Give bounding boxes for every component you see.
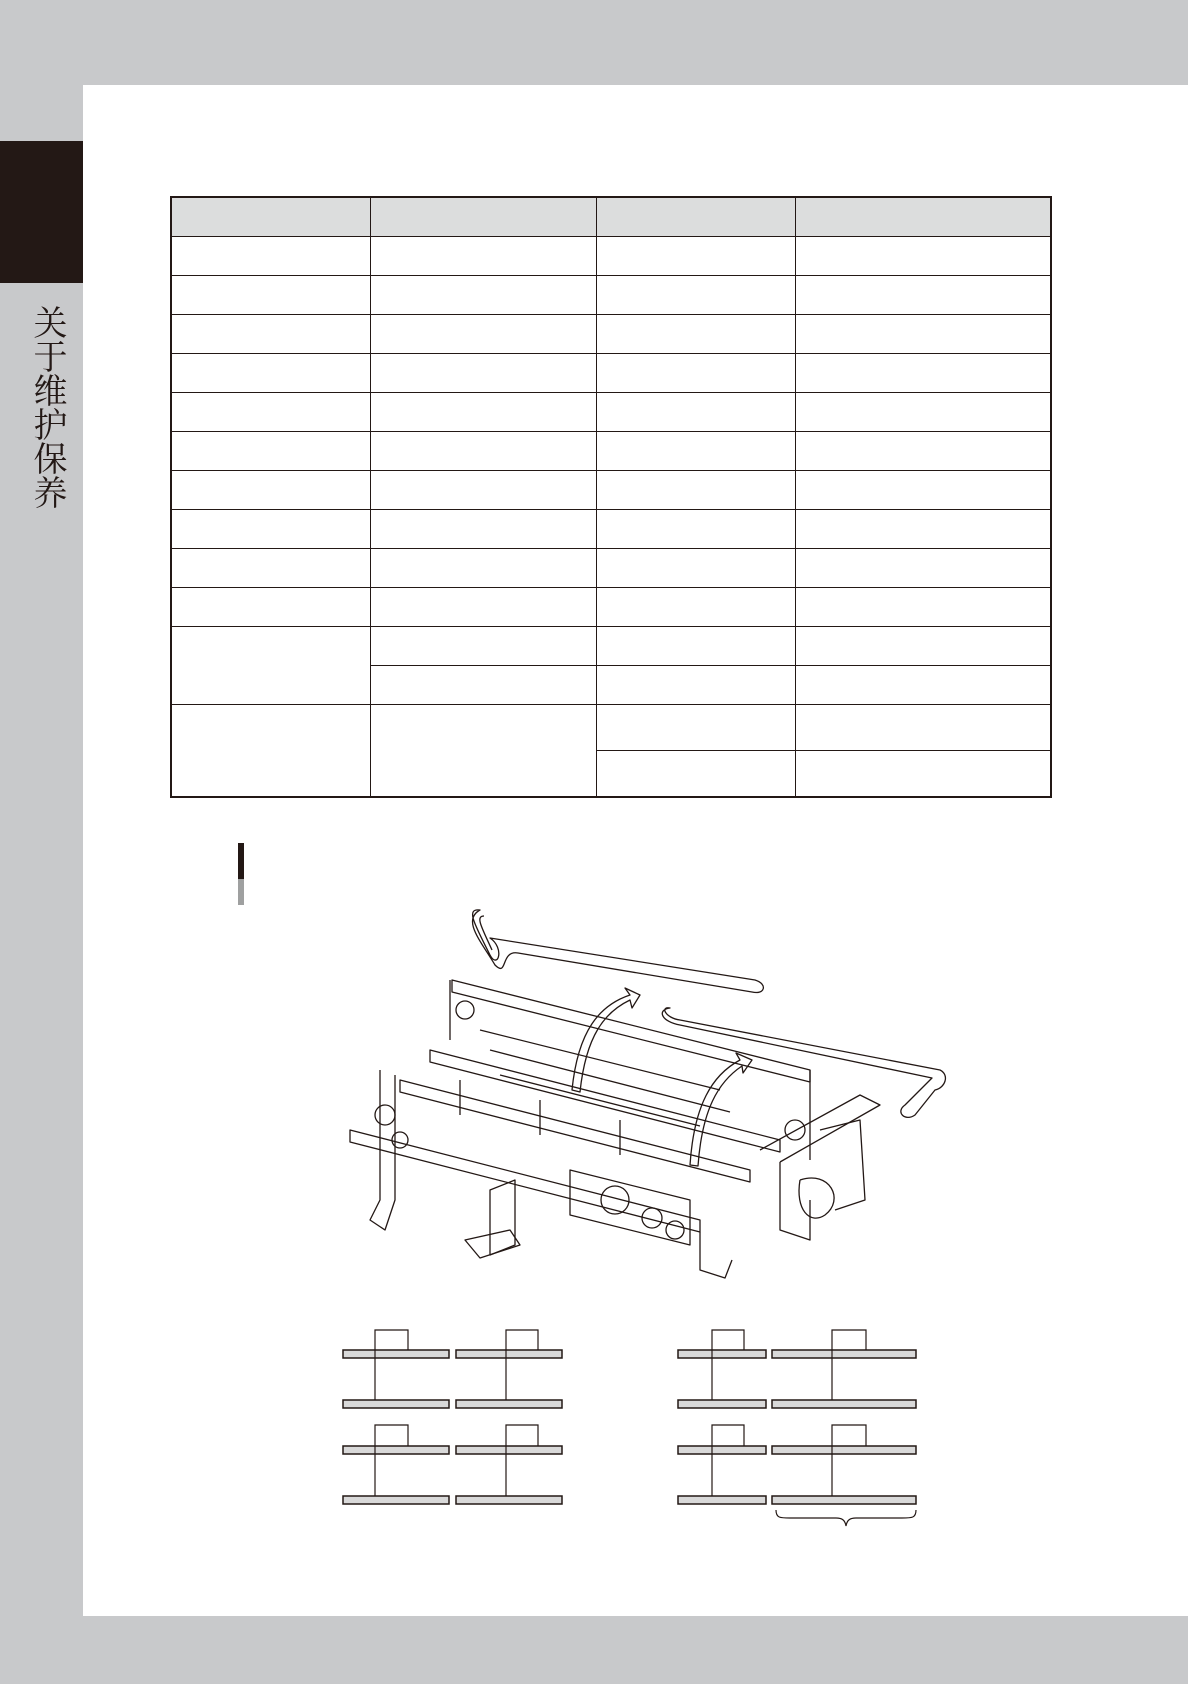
table-cell — [795, 237, 1051, 276]
table-cell — [171, 510, 370, 549]
table-cell — [370, 627, 596, 666]
section-marker-light — [238, 879, 244, 905]
section-marker — [238, 843, 244, 905]
table-cell — [596, 471, 795, 510]
table-cell — [171, 471, 370, 510]
removal-arrow-upper — [572, 988, 640, 1092]
table-cell — [171, 549, 370, 588]
table-cell — [596, 627, 795, 666]
table-cell — [370, 549, 596, 588]
belt-bar — [456, 1446, 562, 1454]
table-cell — [171, 276, 370, 315]
belt-bar — [456, 1350, 562, 1358]
leader-line — [832, 1425, 866, 1496]
belt-bar — [456, 1400, 562, 1408]
table-header-cell — [370, 197, 596, 237]
table-cell — [171, 237, 370, 276]
table-cell — [171, 705, 370, 798]
table-cell — [795, 627, 1051, 666]
belt-bar — [456, 1496, 562, 1504]
table-cell — [596, 666, 795, 705]
table-row — [171, 393, 1051, 432]
table-cell — [596, 393, 795, 432]
belt-bar — [343, 1400, 449, 1408]
chapter-tab — [0, 141, 83, 283]
table-cell — [171, 432, 370, 471]
table-cell — [370, 588, 596, 627]
table-header-cell — [596, 197, 795, 237]
leader-line — [506, 1425, 538, 1496]
belt-bar — [772, 1446, 916, 1454]
table-cell — [370, 315, 596, 354]
spec-table — [170, 196, 1052, 798]
belt-bar — [343, 1446, 449, 1454]
table-cell — [795, 354, 1051, 393]
table-cell — [596, 549, 795, 588]
frame-rail — [450, 980, 810, 1160]
table-cell — [795, 510, 1051, 549]
belt-bar — [678, 1446, 766, 1454]
belt-bar — [772, 1350, 916, 1358]
leader-line — [375, 1330, 408, 1400]
conveyor-machine-illustration — [340, 900, 960, 1290]
table-row — [171, 588, 1051, 627]
leader-line — [506, 1330, 538, 1400]
table-cell — [795, 666, 1051, 705]
table-cell — [596, 432, 795, 471]
table-cell — [171, 354, 370, 393]
table-cell — [596, 510, 795, 549]
section-marker-dark — [238, 843, 244, 879]
table-row — [171, 354, 1051, 393]
leader-line — [712, 1330, 744, 1400]
table-row — [171, 549, 1051, 588]
table-row — [171, 276, 1051, 315]
table-cell — [370, 705, 596, 798]
table-cell — [795, 393, 1051, 432]
table-cell — [596, 705, 795, 751]
table-header-cell — [795, 197, 1051, 237]
table-cell — [171, 627, 370, 705]
table-cell — [370, 666, 596, 705]
table-cell — [171, 315, 370, 354]
leader-line — [375, 1425, 408, 1496]
belt-bar — [772, 1400, 916, 1408]
table-row — [171, 315, 1051, 354]
table-cell — [596, 276, 795, 315]
table-cell — [795, 276, 1051, 315]
frame-rail — [350, 1130, 700, 1232]
table-cell — [370, 276, 596, 315]
leader-line — [712, 1425, 744, 1496]
table-cell — [596, 315, 795, 354]
table-cell — [370, 432, 596, 471]
table-header-row — [171, 197, 1051, 237]
table-cell — [370, 393, 596, 432]
table-row — [171, 627, 1051, 666]
table-cell — [370, 471, 596, 510]
belt-bar — [678, 1496, 766, 1504]
table-cell — [596, 751, 795, 798]
chapter-label: 关于维护保养 — [27, 305, 67, 509]
brace — [776, 1510, 916, 1526]
table-row — [171, 432, 1051, 471]
belt-bar — [343, 1350, 449, 1358]
table-cell — [795, 588, 1051, 627]
table-cell — [171, 393, 370, 432]
belt-bar — [678, 1350, 766, 1358]
table-cell — [596, 588, 795, 627]
belt-bar — [678, 1400, 766, 1408]
leader-line — [832, 1330, 866, 1400]
table-row — [171, 471, 1051, 510]
table-cell — [596, 354, 795, 393]
table-cell — [596, 237, 795, 276]
belt-bar — [343, 1496, 449, 1504]
table-cell — [370, 510, 596, 549]
belt-layout-diagram — [330, 1320, 930, 1540]
table-header-cell — [171, 197, 370, 237]
table-row — [171, 237, 1051, 276]
table-cell — [795, 549, 1051, 588]
table-cell — [795, 705, 1051, 751]
belt-loop-upper — [472, 910, 763, 993]
table-row — [171, 705, 1051, 751]
table-row — [171, 510, 1051, 549]
table-cell — [795, 471, 1051, 510]
belt-bar — [772, 1496, 916, 1504]
table-cell — [370, 237, 596, 276]
table-cell — [171, 588, 370, 627]
table-cell — [370, 354, 596, 393]
table-cell — [795, 315, 1051, 354]
table-cell — [795, 751, 1051, 798]
table-cell — [795, 432, 1051, 471]
